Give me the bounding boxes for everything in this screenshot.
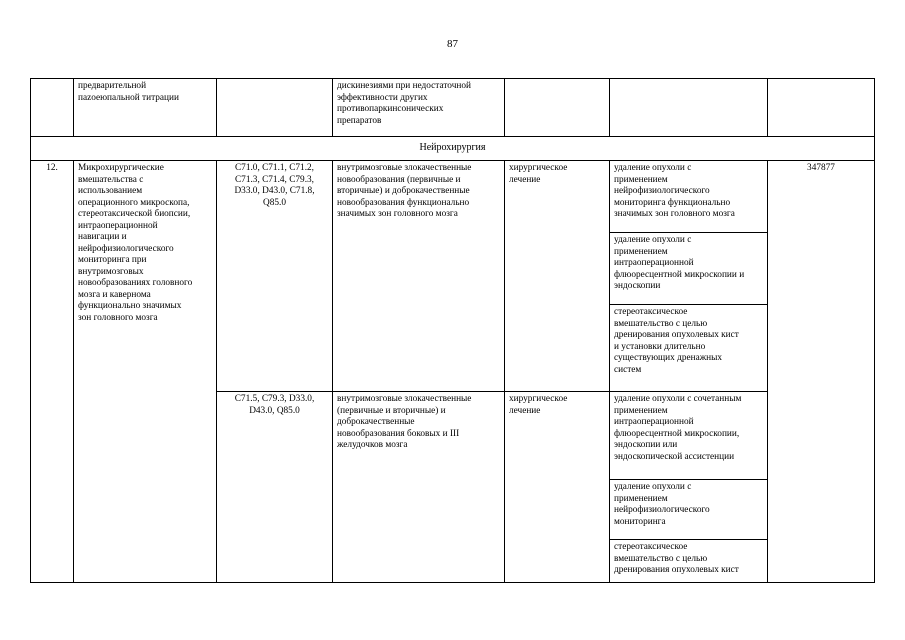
entry-name: Микрохирургические вмешательства с использованием операционного микроскопа, стереотаксической биопсии, интраоперационной навигации и нейрофизиологического мониторинга при внутримозговых новообразованиях головного мозга и кавернома функционально значимых зон головного мозга [74, 161, 217, 583]
cell-empty [768, 79, 875, 137]
section-row [31, 137, 875, 161]
icd-codes: C71.5, C79.3, D33.0, D43.0, Q85.0 [217, 392, 333, 583]
cell-empty [31, 79, 74, 137]
table-row [31, 161, 875, 233]
diagnosis-continued: дискинезиями при недостаточной эффективности других противопаркинсонических препаратов [333, 79, 505, 137]
continuation-row [31, 79, 875, 137]
diagnosis: внутримозговые злокачественные новообразования (первичные и вторичные) и доброкачественные новообразования функционально значимых зон головного мозга [333, 161, 505, 392]
treatment-type: хирургическое лечение [505, 161, 610, 392]
entry-number: 12. [31, 161, 74, 583]
cell-empty [505, 79, 610, 137]
icd-codes: C71.0, C71.1, C71.2, C71.3, C71.4, C79.3, D33.0, D43.0, C71.8, Q85.0 [217, 161, 333, 392]
price: 347877 [768, 161, 875, 583]
treatment-method: удаление опухоли с применением интраоперационной флюоресцентной микроскопии и эндоскопии [610, 233, 768, 305]
section-title: Нейрохирургия [31, 137, 875, 161]
cell-empty [217, 79, 333, 137]
treatment-method: стереотаксическое вмешательство с целью дренирования опухолевых кист и установки длительно существующих дренажных систем [610, 305, 768, 392]
page-number: 87 [447, 38, 458, 50]
treatment-method: удаление опухоли с применением нейрофизиологического мониторинга [610, 480, 768, 540]
diagnosis: внутримозговые злокачественные (первичные и вторичные) и доброкачественные новообразования боковых и III желудочков мозга [333, 392, 505, 583]
cell-empty [610, 79, 768, 137]
treatment-method: стереотаксическое вмешательство с целью дренирования опухолевых кист [610, 540, 768, 583]
treatment-type: хирургическое лечение [505, 392, 610, 583]
treatment-method: удаление опухоли с применением нейрофизиологического мониторинга функционально значимых зон головного мозга [610, 161, 768, 233]
services-table [30, 78, 875, 583]
method-name-continued: предварительной паzоеюпальной титрации [74, 79, 217, 137]
treatment-method: удаление опухоли с сочетанным применением интраоперационной флюоресцентной микроскопии, эндоскопии или эндоскопической ассистенции [610, 392, 768, 480]
